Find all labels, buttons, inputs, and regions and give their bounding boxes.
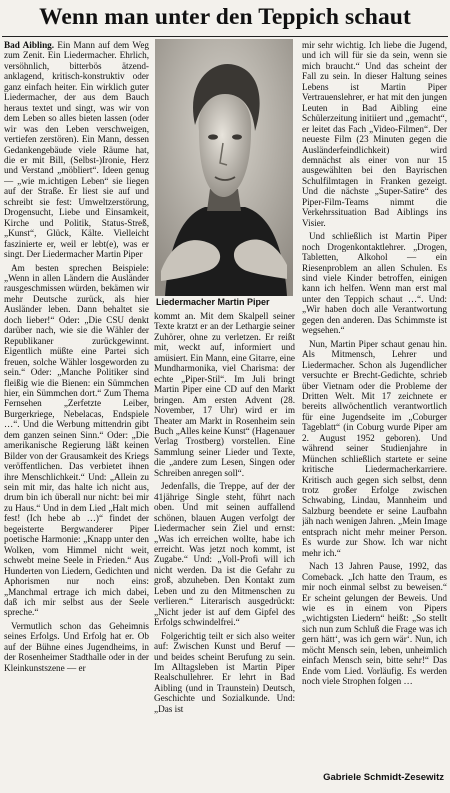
- portrait-image: [155, 39, 293, 296]
- paragraph: Nun, Martin Piper schaut genau hin. Als Mitmensch, Lehrer und Liedermacher. Schon als Jugendlicher versuchte er Brecht-Gedichte, schrieb über Vietnam oder die Probleme der Dritten Welt. Mit 17 zeichnete er bereits allwöchentlich verantwortlich für eine Jugendseite im „Coburger Tageblatt“ (in Coburg wurde Piper am 2. August 1952 geboren). Und während seiner Studienjahre in München schließlich startete er seine kritische Liedermacherkarriere. Kritisch auch gegen sich selbst, denn trotz großer Erfolge zwischen Schwabing, Lindau, Mannheim und Salzburg beendete er seine Laufbahn jäh nach wenigen Jahren. „Mein Image entsprach nicht mehr meiner Person. Es wurde zur Show. Ich war nicht mehr ich.“: [302, 338, 447, 558]
- headline-rule: [2, 36, 448, 37]
- photo-martin-piper: [155, 39, 293, 296]
- headline: Wenn man unter den Teppich schaut: [39, 4, 411, 30]
- paragraph: Folgerichtig teilt er sich also weiter auf: Zwischen Kunst und Beruf — und beides scheint Berufung zu sein. Im Alltagsleben ist Martin Piper Realschullehrer. Er lehrt in Bad Aibling (und in Traunstein) Deutsch, Geschichte und Sozialkunde. Und: „Das ist: [154, 630, 295, 714]
- paragraph-text: Ein Mann auf dem Weg zum Zenit. Ein Liedermacher. Ehrlich, versöhnlich, bitterbös ätzend-anklagend, kritisch-konstruktiv oder ganz einfach heiter. Ein wirklich guter Liedermacher, der aus dem Bauch heraus textet und singt, was wir von dem Leben so alles bieten lassen (oder wir was den Leben verschweigen, vertiefen zerstören). Ein Mann, dessen Gedankengebäude viele Räume hat, die er mit Bill, (Selbst-)Ironie, Herz und Verstand „möbliert“. Ideen genug — „wie m.ichtigen Leben“ sie liegen auf der Straße. Er liest sie auf und schreibt sie fest: Umweltzerstörung, Drogensucht, Liebe und Einsamkeit, Kirche und Politik, Status-Streß, „Kunst“, Glück, Kälte. Vielleicht faszinierte er, weil er lebt(e), was er singt. Der Liedermacher Martin Piper: [4, 40, 149, 260]
- column-2: [154, 311, 295, 787]
- dateline: Bad Aibling.: [4, 40, 55, 50]
- paragraph: Nach 13 Jahren Pause, 1992, das Comeback. „Ich hatte den Traum, es mir noch einmal selbst zu beweisen.“ Er scheint gelungen der Beweis. Und wie es in einem von Pipers „wichtigsten Liedern“ heißt: „So stellt sich nun zum Schluß die Frage was ich gern hätt‘, was ich gern wär‘. Nun, ich möcht Mensch sein, leben, unheimlich einfach Mensch sein, bitte sehr!“ Das Ende vom Lied. Vorläufig. Es werden noch viele Strophen folgen …: [302, 561, 447, 687]
- paragraph: Am besten sprechen Beispiele: „Wenn in allen Ländern die Ausländer rausgeschmissen würden, bekämen wir mehr Deutsche zurück, als hier Ausländer leben. Dann behaltet sie doch lieber!“ Oder: „Die CSU denkt darüber nach, wie sie die Wähler der Republikaner zurückgewinnt. Eigentlich müßte eine Partei sich freuen, solche Wähler losgeworden zu sein.“ Oder: „Manche Politiker sind fleißig wie die Bienen: ein Sümmchen hier, ein Sümmchen dort.“ Zum Thema Fernsehen „Zerfetzte Leiber, Burgerkriege, Nebelacas, Endspiele …“. Und die Werbung mittendrin gibt dem ganzen seinen Sinn.“ Oder: „Die amerikanische Regierung läßt keinen Bilder von der Grausamkeit des Kriegs veröffentlichen. Das verbietet ihnen ihre Menschlichkeit.“ Und: „Allein zu sein mit mir, das halte ich nicht aus, drum bin ich überall nur nicht: bei mir zu Haus.“ Und in dem Lied „Halt mich fest! (Ich hebe ab …)“ findet der begeisterte Bergwanderer Piper poetische Harmonie: „Knapp unter den Wolken, vom Himmel nicht weit, schwebt meine Seele in Frieden.“ Aus Hunderten von Liedern, Gedichten und Aphorismen nur noch eins: „Manchmal ertrage ich mich dabei, daß ich mir selbst aus der Seele spreche.“: [4, 262, 149, 618]
- author-signature: Gabriele Schmidt-Zesewitz: [323, 772, 444, 783]
- column-3: [302, 40, 447, 770]
- photo-caption: Liedermacher Martin Piper: [156, 297, 270, 307]
- paragraph: Und schließlich ist Martin Piper noch Drogenkontaktlehrer. „Drogen, Tabletten, Alkohol — ein Riesenproblem an allen Schulen. Es sind viele Kinder betroffen, einigen kann ich helfen. Wenn man erst mal unter den Teppich schaut …“. Und: „Wir haben doch alle Verantwortung gegen den anderen. Das Schimmste ist wegsehen.“: [302, 231, 447, 336]
- column-1: [4, 40, 149, 787]
- paragraph: Vermutlich schon das Geheimnis seines Erfolgs. Und Erfolg hat er. Ob auf der Bühne eines Jugendheims, in der Rosenheimer Stadthalle oder in der Kleinkunstszene — er: [4, 620, 149, 673]
- paragraph: Jedenfalls, die Treppe, auf der der 41jährige Single steht, führt nach oben. Und mit seinen auffallend schönen, blauen Augen verfolgt der Liedermacher sein Ziel und ernst: „Was ich erreichen wollte, habe ich erreicht. Was jetzt noch kommt, ist Zugabe.“ Und: „Voll-Profi will ich nicht werden. Da ist die Gefahr zu groß, abzuheben. Den Kontakt zum Leben und zu den Mitmenschen zu verlieren.“ Literarisch ausgedrückt: „Nicht jeder ist auf dem Gipfel des Erfolgs schwindelfrei.“: [154, 481, 295, 628]
- paragraph: kommt an. Mit dem Skalpell seiner Texte kratzt er an der Lethargie seiner Zuhörer, ohne zu verletzen. Er reißt mit, weckt auf, informiert und amüsiert. Ein Mann, eine Gitarre, eine Mundharmonika, viel Charisma: der echte „Piper-Stil“. Im Juli bringt Martin Piper eine CD auf den Markt bringen. Am ersten Advent (28. November, 17 Uhr) wird er im Theater am Markt in Rosenheim sein Buch „Alles keine Kunst“ (Hagenauer Verlag Trostberg) vorstellen. Eine Sammlung seiner Lieder und Texte, die „andere zum Lesen, Singen oder Schreiben anregen soll“.: [154, 311, 295, 478]
- paragraph: [4, 40, 149, 260]
- paragraph: mir sehr wichtig. Ich liebe die Jugend, und ich will für sie da sein, wenn sie mich braucht.“ Und das scheint der Fall zu sein. In dieser Haltung seines Lebens ist Martin Piper Vertrauenslehrer, er hat mit den jungen Leuten in Bad Aibling eine Schülerzeitung initiiert und „gemacht“, er leitet das Fach „Video-Filmen“. Der neueste Film (23 Minuten gegen die Ausländerfeindlichkeit) wird demnächst als einer von nur 15 ausgewählten bei den Bayrischen Schulfilmtagen in Franken gezeigt. Und die nächste „Super-Satire“ des Piper-Film-Teams nimmt die Verkehrssituation Bad Aiblings ins Visier.: [302, 40, 447, 228]
